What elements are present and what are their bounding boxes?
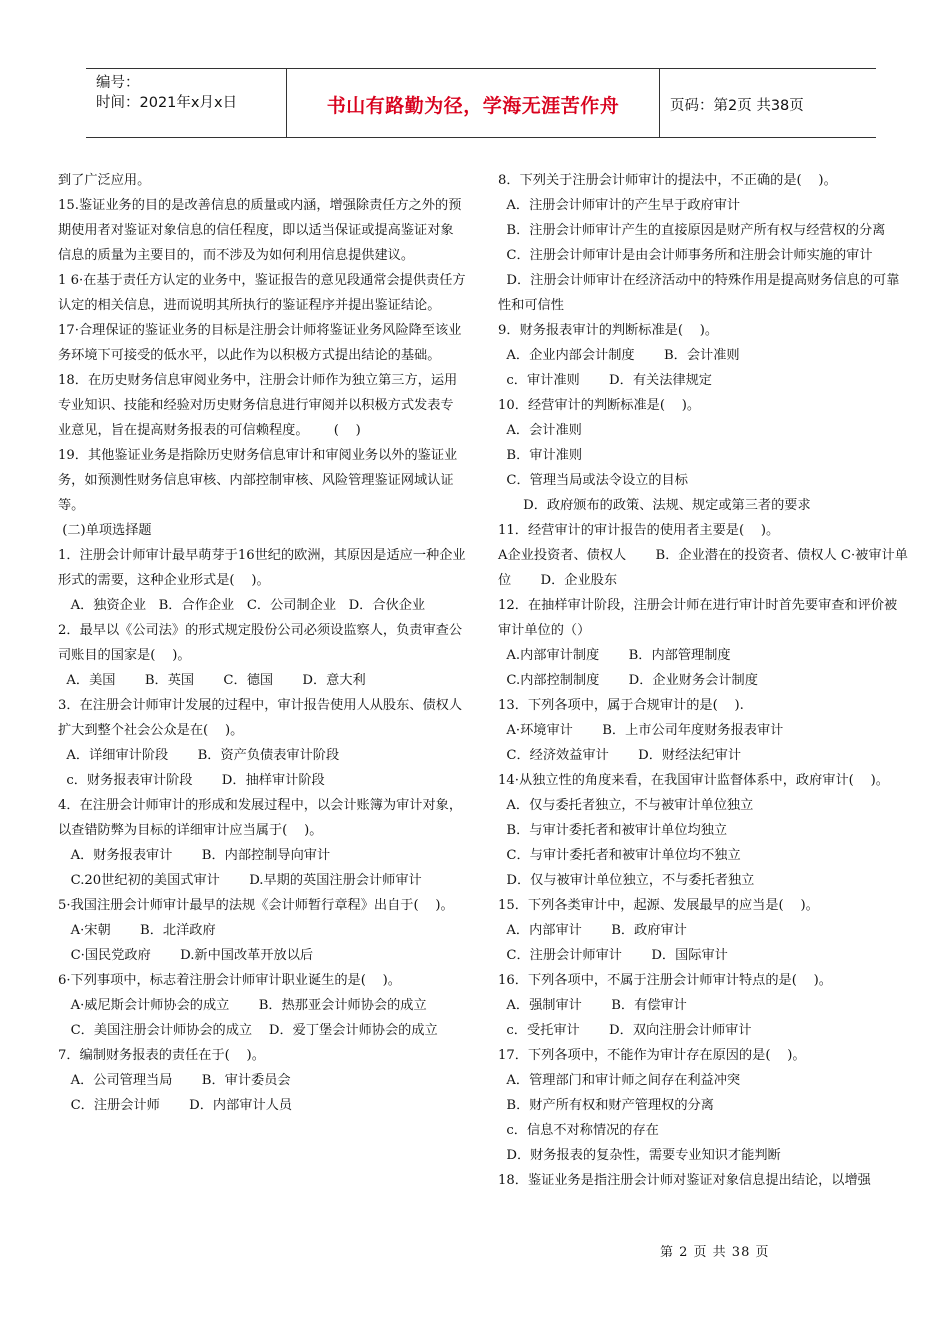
paragraph: A．注册会计师审计的产生早于政府审计: [498, 198, 741, 213]
paragraph: A．财务报表审计 B．内部控制导向审计: [58, 848, 331, 863]
paragraph: A·环境审计 B．上市公司年度财务报表审计: [498, 723, 784, 738]
paragraph: 15．下列各类审计中，起源、发展最早的应当是( )。: [498, 898, 819, 913]
paragraph: 8．下列关于注册会计师审计的提法中，不正确的是( )。: [498, 173, 837, 188]
header-page-cell: [660, 69, 876, 137]
header-page-number: 页码：第2页 共38页: [670, 98, 804, 114]
paragraph: B．与审计委托者和被审计单位均独立: [498, 823, 728, 838]
paragraph: 18．鉴证业务是指注册会计师对鉴证对象信息提出结论，以增强: [498, 1173, 871, 1188]
paragraph: 19．其他鉴证业务是指除历史财务信息审计和审阅业务以外的鉴证业务，如预测性财务信息审核、内部控制审核、风险管理鉴证网域认证等。: [58, 448, 458, 513]
paragraph: 2．最早以《公司法》的形式规定股份公司必须设监察人，负责审查公司账目的国家是( )。: [58, 623, 463, 663]
paragraph: c．受托审计 D．双向注册会计师审计: [498, 1023, 752, 1038]
paragraph: D．财务报表的复杂性，需要专业知识才能判断: [498, 1148, 781, 1163]
paragraph: D．注册会计师审计在经济活动中的特殊作用是提高财务信息的可靠性和可信性: [498, 273, 900, 313]
paragraph: B．财产所有权和财产管理权的分离: [498, 1098, 714, 1113]
paragraph: A．会计准则: [498, 423, 582, 438]
paragraph: 17·合理保证的鉴证业务的目标是注册会计师将鉴证业务风险降至该业务环境下可接受的低水平，以此作为以积极方式提出结论的基础。: [58, 323, 462, 363]
paragraph: 13．下列各项中，属于合规审计的是( ).: [498, 698, 744, 713]
paragraph: c．审计准则 D．有关法律规定: [498, 373, 712, 388]
page-header: [86, 68, 876, 138]
paragraph: 15.鉴证业务的目的是改善信息的质量或内涵，增强除责任方之外的预期使用者对鉴证对象信息的信任程度，即以适当保证或提高鉴证对象信息的质量为主要目的，而不涉及为如何利用信息提供建议。: [58, 198, 462, 263]
paragraph: C.内部控制制度 D．企业财务会计制度: [498, 673, 758, 688]
paragraph: 1 6·在基于责任方认定的业务中，鉴证报告的意见段通常会提供责任方认定的相关信息，进而说明其所执行的鉴证程序并提出鉴证结论。: [58, 273, 466, 313]
paragraph: A．公司管理当局 B．审计委员会: [58, 1073, 291, 1088]
paragraph: 3．在注册会计师审计发展的过程中，审计报告使用人从股东、债权人扩大到整个社会公众是在( )。: [58, 698, 463, 738]
paragraph: C．注册会计师 D．内部审计人员: [58, 1098, 293, 1113]
paragraph: c．信息不对称情况的存在: [498, 1123, 659, 1138]
header-motto-cell: [287, 69, 660, 137]
paragraph: 5·我国注册会计师审计最早的法规《会计师暂行章程》出自于( )。: [58, 898, 454, 913]
paragraph: A．内部审计 B．政府审计: [498, 923, 687, 938]
paragraph: C．经济效益审计 D．财经法纪审计: [498, 748, 742, 763]
paragraph: A．强制审计 B．有偿审计: [498, 998, 687, 1013]
paragraph: 6·下列事项中，标志着注册会计师审计职业诞生的是( )。: [58, 973, 401, 988]
paragraph: 7．编制财务报表的责任在于( )。: [58, 1048, 265, 1063]
page-footer: 第 2 页 共 38 页: [660, 1245, 770, 1260]
paragraph: (二)单项选择题: [58, 523, 152, 538]
left-text-column: [58, 168, 466, 1118]
paragraph: 18．在历史财务信息审阅业务中，注册会计师作为独立第三方，运用专业知识、技能和经验对历史财务信息进行审阅并以积极方式发表专业意见，旨在提高财务报表的可信赖程度。 ( ): [58, 373, 458, 438]
paragraph: D．政府颁布的政策、法规、规定或第三者的要求: [498, 498, 811, 513]
paragraph: 1．注册会计师审计最早萌芽于16世纪的欧洲，其原因是适应一种企业形式的需要，这种企业形式是( )。: [58, 548, 466, 588]
paragraph: C．注册会计师审计 D．国际审计: [498, 948, 728, 963]
paragraph: 17．下列各项中，不能作为审计存在原因的是( )。: [498, 1048, 806, 1063]
paragraph: A.内部审计制度 B．内部管理制度: [498, 648, 731, 663]
paragraph: 11．经营审计的审计报告的使用者主要是( )。: [498, 523, 780, 538]
paragraph: 10．经营审计的判断标准是( )。: [498, 398, 701, 413]
header-info-cell: [86, 69, 287, 137]
paragraph: A．管理部门和审计师之间存在利益冲突: [498, 1073, 741, 1088]
paragraph: C.20世纪初的美国式审计 D.早期的英国注册会计师审计: [58, 873, 422, 888]
paragraph: C．注册会计师审计是由会计师事务所和注册会计师实施的审计: [498, 248, 873, 263]
paragraph: C．管理当局或法令设立的目标: [498, 473, 688, 488]
paragraph: 16．下列各项中，不属于注册会计师审计特点的是( )。: [498, 973, 832, 988]
document-time-label: 时间：2021年x月x日: [96, 95, 238, 111]
document-number-label: 编号：: [96, 75, 140, 91]
paragraph: A企业投资者、债权人 B．企业潜在的投资者、债权人 C·被审计单位 D．企业股东: [498, 548, 908, 588]
paragraph: A．独资企业 B．合作企业 C．公司制企业 D．合伙企业: [58, 598, 426, 613]
paragraph: B．审计准则: [498, 448, 583, 463]
paragraph: A．企业内部会计制度 B．会计准则: [498, 348, 740, 363]
paragraph: B．注册会计师审计产生的直接原因是财产所有权与经营权的分离: [498, 223, 886, 238]
paragraph: C．美国注册会计师协会的成立 D．爱丁堡会计师协会的成立: [58, 1023, 438, 1038]
paragraph: 14·从独立性的角度来看，在我国审计监督体系中，政府审计( )。: [498, 773, 889, 788]
right-text-column: [498, 168, 910, 1193]
paragraph: D．仅与被审计单位独立，不与委托者独立: [498, 873, 755, 888]
paragraph: C．与审计委托者和被审计单位均不独立: [498, 848, 741, 863]
paragraph: 4．在注册会计师审计的形成和发展过程中，以会计账簿为审计对象，以查错防弊为目标的详细审计应当属于( )。: [58, 798, 463, 838]
paragraph: A．详细审计阶段 B．资产负债表审计阶段: [58, 748, 340, 763]
paragraph: 9．财务报表审计的判断标准是( )。: [498, 323, 719, 338]
paragraph: 12．在抽样审计阶段，注册会计师在进行审计时首先要审查和评价被审计单位的（）: [498, 598, 898, 638]
paragraph: c．财务报表审计阶段 D．抽样审计阶段: [58, 773, 325, 788]
paragraph: A·威尼斯会计师协会的成立 B．热那亚会计师协会的成立: [58, 998, 427, 1013]
paragraph: A·宋朝 B．北洋政府: [58, 923, 216, 938]
paragraph: A．美国 B．英国 C．德国 D．意大利: [58, 673, 366, 688]
paragraph: 到了广泛应用。: [58, 173, 151, 188]
header-motto: 书山有路勤为径，学海无涯苦作舟: [326, 95, 620, 117]
paragraph: A．仅与委托者独立，不与被审计单位独立: [498, 798, 754, 813]
paragraph: C·国民党政府 D.新中国改革开放以后: [58, 948, 314, 963]
